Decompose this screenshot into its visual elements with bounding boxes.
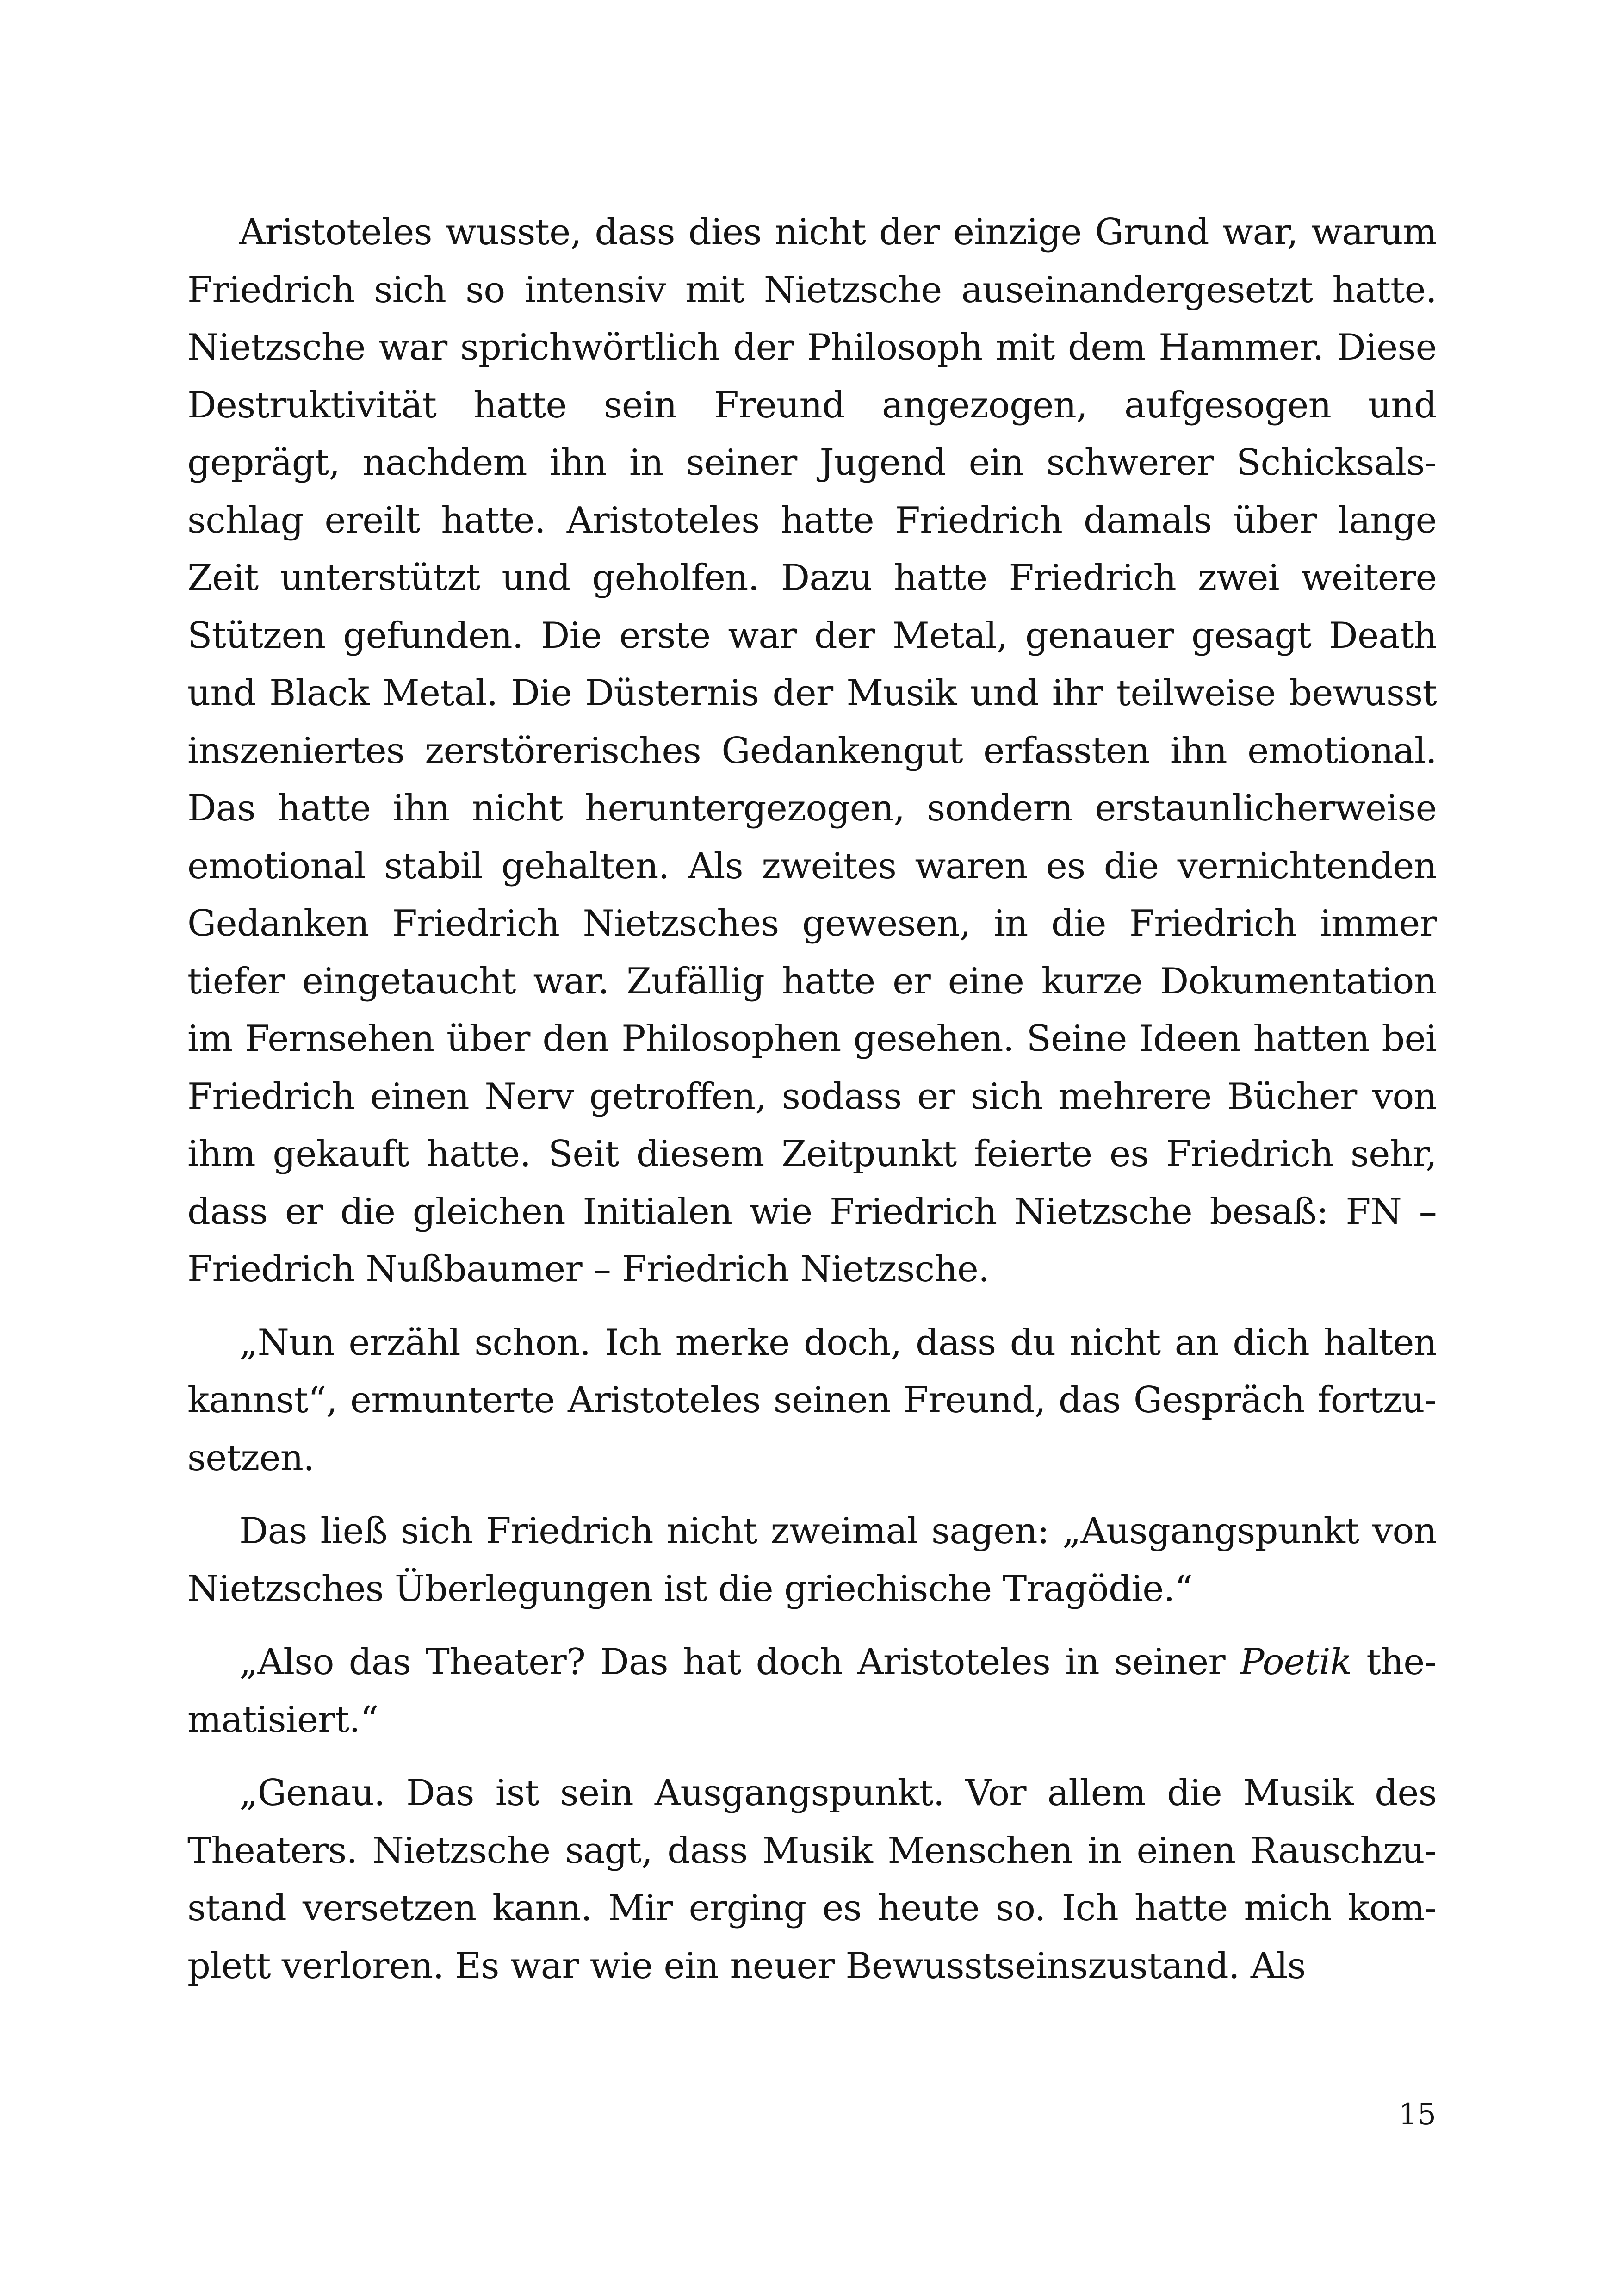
paragraph-friedrich-nietzsche-background: Aristoteles wusste, dass dies nicht der einzige Grund war, warum Friedrich sich so intensiv mit Nietzsche auseinandergesetzt hatte. Nietzsche war sprichwörtlich der Philosoph mit dem Hammer. Diese Destruktivität hatte sein Freund angezogen, aufgesogen und geprägt, nachdem ihn in seiner Jugend ein schwerer Schicksalsschlag ereilt hatte. Aristoteles hatte Friedrich damals über lange Zeit unterstützt und geholfen. Dazu hatte Friedrich zwei weitere Stützen gefunden. Die erste war der Metal, genauer gesagt Death und Black Metal. Die Düsternis der Musik und ihr teilweise bewusst inszeniertes zerstörerisches Gedankengut erfassten ihn emotional. Das hatte ihn nicht heruntergezogen, sondern erstaunlicherweise emotional stabil gehalten. Als zweites waren es die vernichtenden Gedanken Friedrich Nietzsches gewesen, in die Friedrich immer tiefer eingetaucht war. Zufällig hatte er eine kurze Dokumentation im Fernsehen über den Philosophen gesehen. Seine Ideen hatten bei Friedrich einen Nerv getroffen, sodass er sich mehrere Bücher von ihm gekauft hatte. Seit diesem Zeitpunkt feierte es Friedrich sehr, dass er die gleichen Initialen wie Friedrich Nietzsche besaß: FN – Friedrich Nußbaumer – Friedrich Nietzsche. [187,211,1437,1290]
paragraph-music-intoxication: „Genau. Das ist sein Ausgangspunkt. Vor allem die Musik des Theaters. Nietzsche sagt, dass Musik Menschen in einen Rauschzustand versetzen kann. Mir erging es heute so. Ich hatte mich komplett verloren. Es war wie ein neuer Bewusstseinszustand. Als [187,1772,1437,1987]
paragraph-theater-poetik-start: „Also das Theater? Das hat doch Aristoteles in seiner [239,1641,1240,1683]
paragraph-theater-poetik-end: thematisiert.“ [187,1641,1437,1741]
body-text [187,204,1437,1995]
paragraph-greek-tragedy: Das ließ sich Friedrich nicht zweimal sagen: „Ausgangspunkt von Nietzsches Überlegungen ist die griechische Tragödie.“ [187,1510,1437,1610]
book-title-poetik: Poetik [1240,1641,1352,1683]
paragraph-theater-poetik [187,1633,1437,1749]
paragraph-aristoteles-urges: „Nun erzähl schon. Ich merke doch, dass du nicht an dich halten kannst“, ermunterte Aristoteles seinen Freund, das Gespräch fortzusetzen. [187,1322,1437,1479]
page-number: 15 [1398,2097,1436,2132]
